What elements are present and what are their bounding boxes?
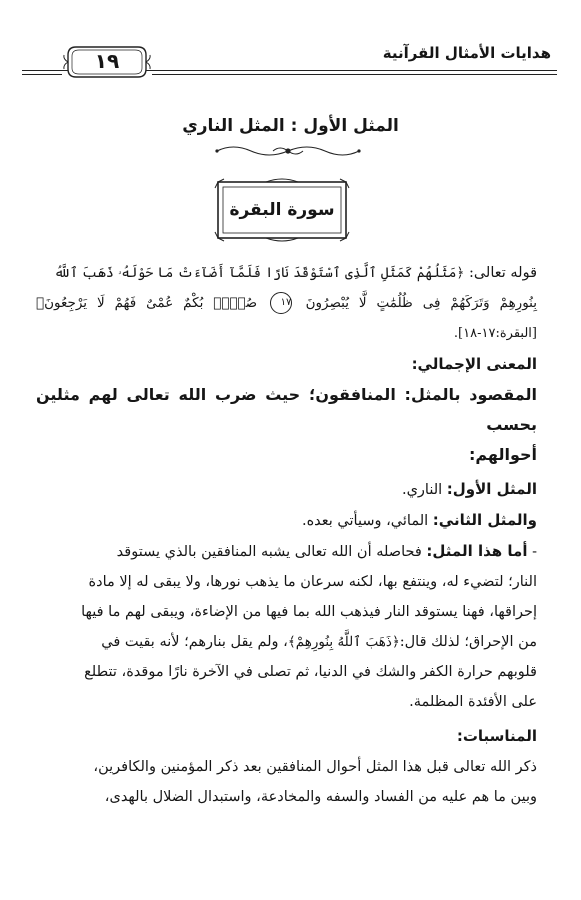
ornamental-divider-icon [213,141,363,161]
first-parable-line [36,474,537,505]
verse-paragraph [36,258,537,349]
running-header [22,38,557,86]
body-text [36,258,537,812]
relevance-paragraph: ذكر الله تعالى قبل هذا المثل أحوال المنافقين بعد ذكر المؤمنين والكافرين، وبين ما هم عليه من الفساد والسفه والمخادعة، واستبدال الضلال بالهدى، [93,759,537,805]
general-meaning-intro: المقصود بالمثل: المنافقون؛ حيث ضرب الله تعالى لهم مثلين بحسب أحوالهم: [36,385,537,464]
page-number-badge [62,43,152,83]
section-title: المثل الأول : المثل الناري [182,116,399,136]
surah-name: سورة البقرة [229,200,335,220]
surah-title-box [214,178,350,242]
verse-intro: قوله تعالى: [468,265,537,281]
verse-reference: [البقرة:١٧-١٨]. [453,326,537,341]
general-meaning-heading: المعنى الإجمالي: [411,355,537,373]
second-parable-value: المائي، وسيأتي بعده. [301,513,433,529]
meaning-label: أما هذا المثل: [426,542,528,560]
verse-line-1: ﴿مَثَلُهُمْ كَمَثَلِ ٱلَّذِى ٱسْتَوْقَدَ نَارًا فَلَمَّآ أَضَآءَتْ مَا حَوْلَهُۥ ذَهَبَ ٱللَّهُ [54,265,465,281]
verse-line-2: بِنُورِهِمْ وَتَرَكَهُمْ فِى ظُلُمَٰتٍ لَّا يُبْصِرُونَ [305,295,538,311]
second-parable-label: والمثل الثاني: [432,511,537,529]
relevance-heading: المناسبات: [456,727,537,745]
verse-line-2b: صُمٌّۢ بُكْمٌ عُمْىٌ فَهُمْ لَا يَرْجِعُونَ﴾ [36,295,258,311]
book-title: هدايات الأمثال القرآنية [382,44,551,62]
ayah-number-marker: ١٧ [270,292,292,314]
meaning-paragraph: - أما هذا المثل: فحاصله أن الله تعالى يشبه المنافقين بالذي يستوقد النار؛ لتضيء له، وينتفع بها، لكنه سرعان ما يذهب نورها، ولا يبقى له إلا مادة إحراقها، فهنا يستوقد النار فيذهب الله بما فيها من الإضاءة، ويبقى لهم ما فيها من الإحراق؛ لذلك قال:﴿ذَهَبَ ٱللَّهُ بِنُورِهِمْ﴾، ولم يقل بنارهم؛ لأنه بقيت في قلوبهم حرارة الكفر والشك في الدنيا، ثم تصلى في الآخرة نارًا موقدة، تتطلع على الأفئدة المظلمة. [81,542,537,710]
meaning-quote: ﴿ذَهَبَ ٱللَّهُ بِنُورِهِمْ﴾ [287,634,400,650]
page-number: ١٩ [94,49,120,73]
second-parable-line [36,505,537,536]
first-parable-value: الناري. [401,482,447,498]
first-parable-label: المثل الأول: [446,480,537,498]
